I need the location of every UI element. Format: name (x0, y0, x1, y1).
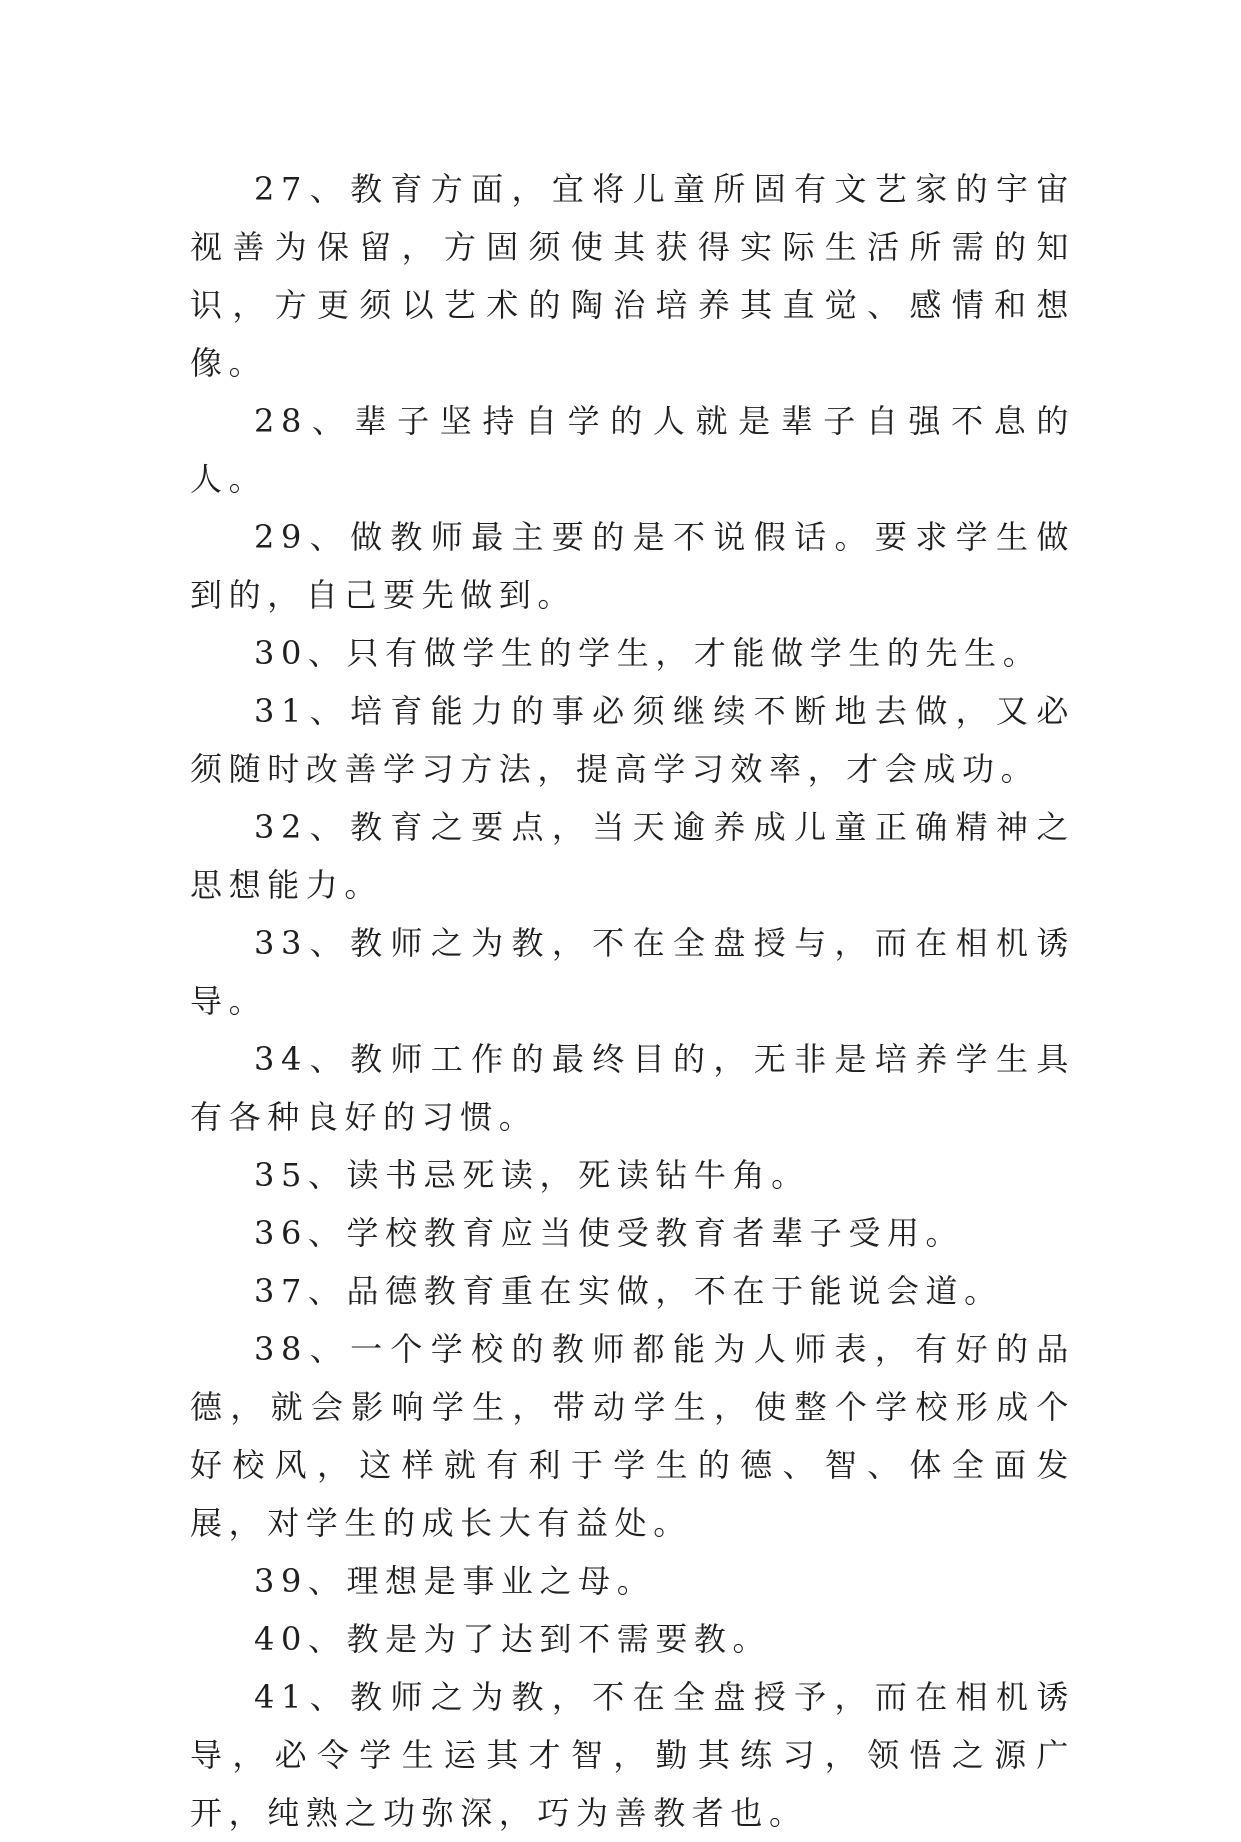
quote-paragraph-37: 37、品德教育重在实做，不在于能说会道。 (254, 1272, 1003, 1310)
quote-paragraph-27: 27、教育方面，宜将儿童所固有文艺家的宇宙视善为保留，方固须使其获得实际生活所需的知识，方更须以艺术的陶治培养其直觉、感情和想像。 (190, 170, 1075, 382)
quote-paragraph-38: 38、一个学校的教师都能为人师表，有好的品德，就会影响学生，带动学生，使整个学校形成个好校风，这样就有利于学生的德、智、体全面发展，对学生的成长大有益处。 (190, 1330, 1075, 1542)
quote-paragraph-39: 39、理想是事业之母。 (254, 1562, 656, 1600)
quote-paragraph-41: 41、教师之为教，不在全盘授予，而在相机诱导，必令学生运其才智，勤其练习，领悟之源广开，纯熟之功弥深，巧为善教者也。 (190, 1678, 1075, 1832)
quote-paragraph-31: 31、培育能力的事必须继续不断地去做，又必须随时改善学习方法，提高学习效率，才会成功。 (190, 692, 1075, 788)
quote-paragraph-32: 32、教育之要点，当天逾养成儿童正确精神之思想能力。 (190, 808, 1075, 904)
document-body (190, 160, 1075, 1842)
quote-paragraph-36: 36、学校教育应当使受教育者辈子受用。 (254, 1214, 965, 1252)
quote-paragraph-33: 33、教师之为教，不在全盘授与，而在相机诱导。 (190, 924, 1075, 1020)
quote-paragraph-28: 28、辈子坚持自学的人就是辈子自强不息的人。 (190, 402, 1075, 498)
quote-paragraph-29: 29、做教师最主要的是不说假话。要求学生做到的，自己要先做到。 (190, 518, 1075, 614)
quote-paragraph-35: 35、读书忌死读，死读钻牛角。 (254, 1156, 810, 1194)
quote-paragraph-34: 34、教师工作的最终目的，无非是培养学生具有各种良好的习惯。 (190, 1040, 1075, 1136)
quote-paragraph-40: 40、教是为了达到不需要教。 (254, 1620, 772, 1658)
quote-paragraph-30: 30、只有做学生的学生，才能做学生的先生。 (254, 634, 1042, 672)
